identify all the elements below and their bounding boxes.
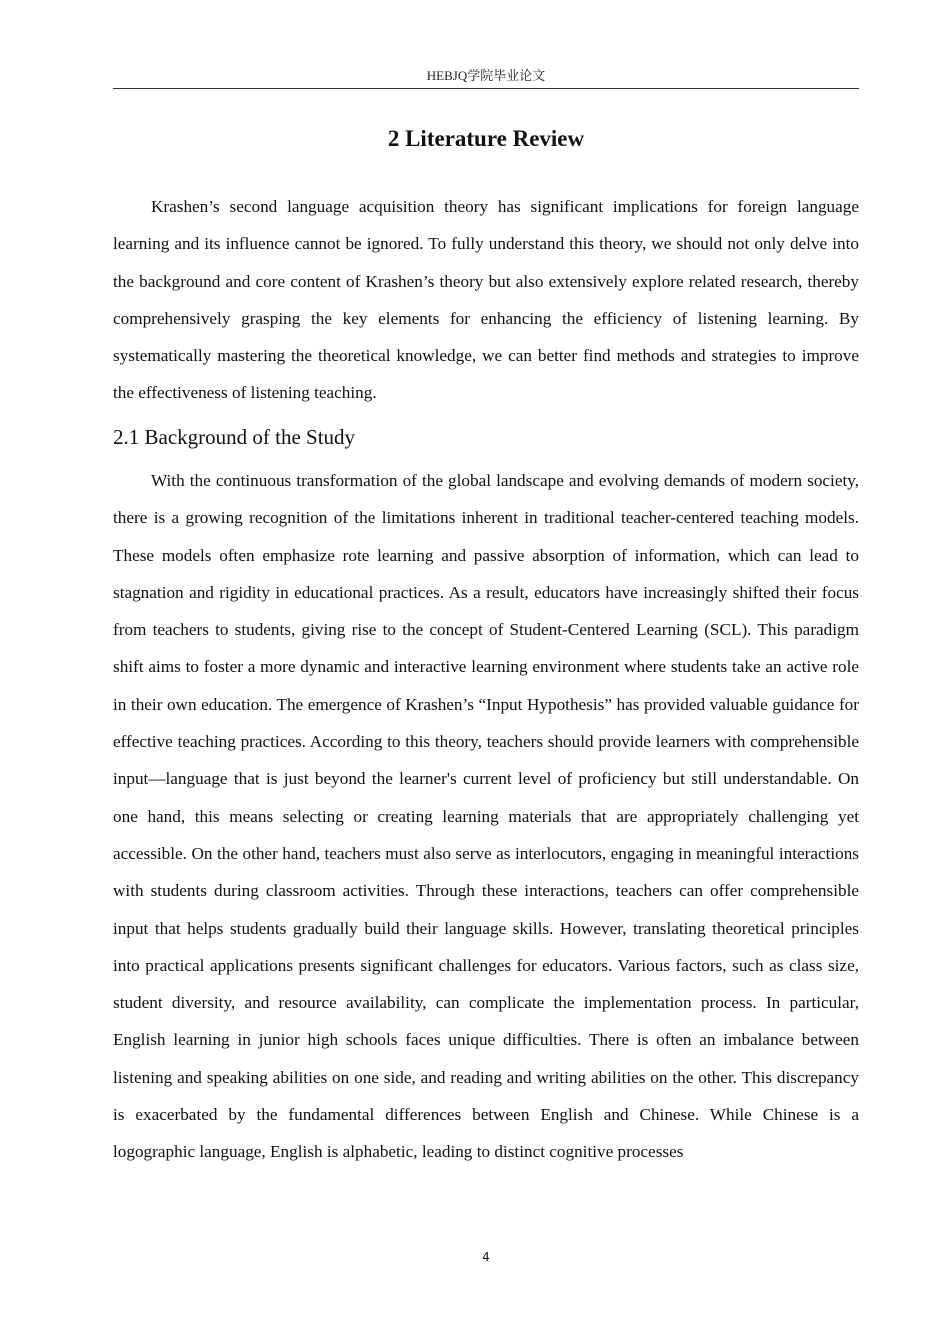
intro-paragraph: Krashen’s second language acquisition theory has significant implications for foreign language learning and its influence cannot be ignored. To fully understand this theory, we should not only delve into the background and core content of Krashen’s theory but also extensively explore related research, thereby comprehensively grasping the key elements for enhancing the efficiency of listening learning. By systematically mastering the theoretical knowledge, we can better find methods and strategies to improve the effectiveness of listening teaching. bbox=[113, 197, 859, 403]
chapter-title: 2 Literature Review bbox=[387, 126, 585, 151]
section-heading: 2.1 Background of the Study bbox=[113, 425, 356, 449]
running-header: HEBJQ学院毕业论文 bbox=[113, 66, 859, 89]
section-paragraph: With the continuous transformation of the global landscape and evolving demands of modern society, there is a growing recognition of the limitations inherent in traditional teacher-centered teaching models. These models often emphasize rote learning and passive absorption of information, which can lead to stagnation and rigidity in educational practices. As a result, educators have increasingly shifted their focus from teachers to students, giving rise to the concept of Student-Centered Learning (SCL). This paradigm shift aims to foster a more dynamic and interactive learning environment where students take an active role in their own education. The emergence of Krashen’s “Input Hypothesis” has provided valuable guidance for effective teaching practices. According to this theory, teachers should provide learners with comprehensible input—language that is just beyond the learner's current level of proficiency but still understandable. On one hand, this means selecting or creating learning materials that are appropriately challenging yet accessible. On the other hand, teachers must also serve as interlocutors, engaging in meaningful interactions with students during classroom activities. Through these interactions, teachers can offer comprehensible input that helps students gradually build their language skills. However, translating theoretical principles into practical applications presents significant challenges for educators. Various factors, such as class size, student diversity, and resource availability, can complicate the implementation process. In particular, English learning in junior high schools faces unique difficulties. There is often an imbalance between listening and speaking abilities on one side, and reading and writing abilities on the other. This discrepancy is exacerbated by the fundamental differences between English and Chinese. While Chinese is a logographic language, English is alphabetic, leading to distinct cognitive processes bbox=[113, 471, 859, 1162]
page-number: 4 bbox=[482, 1250, 490, 1264]
